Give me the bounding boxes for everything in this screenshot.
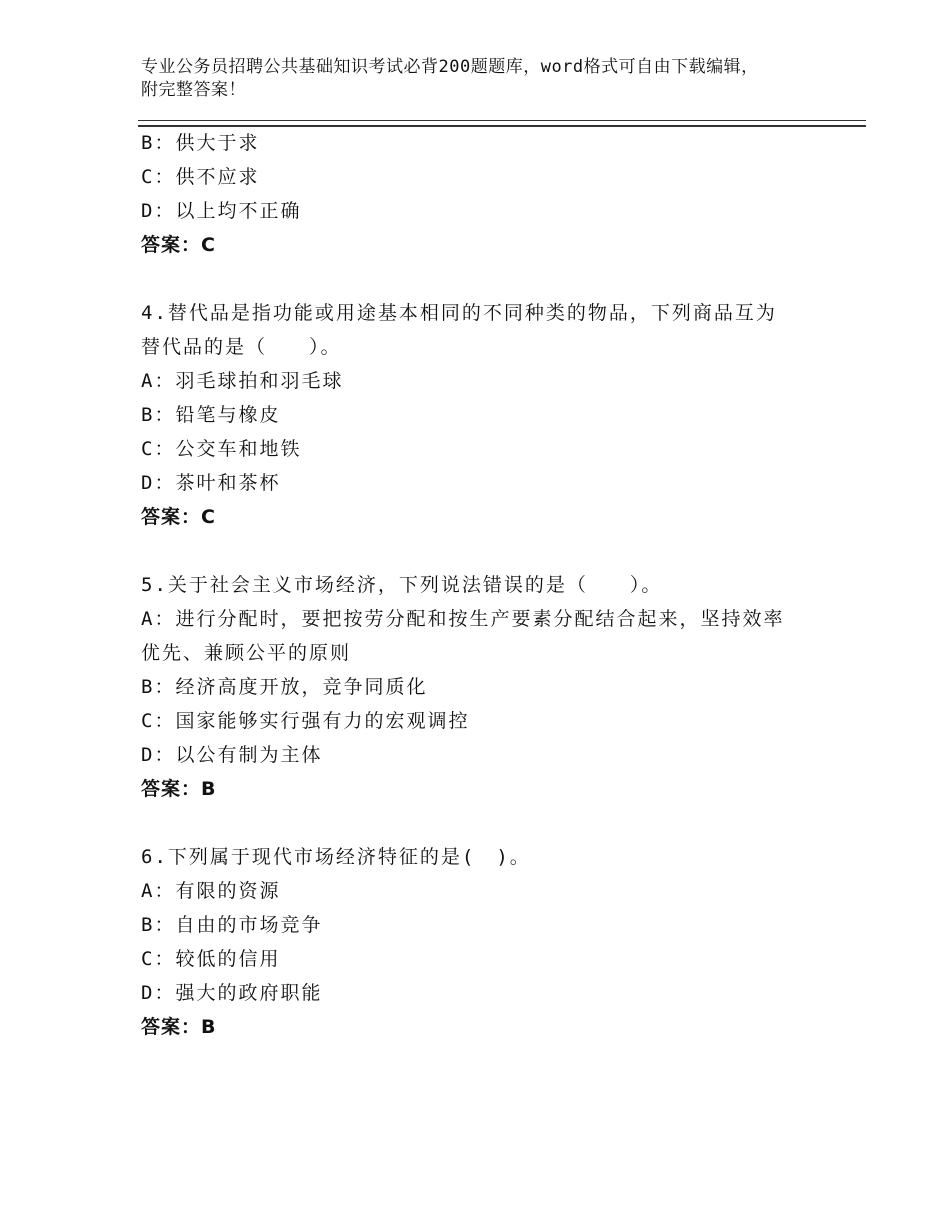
option-b: B：铅笔与橡皮 — [141, 404, 281, 426]
question-4 — [141, 296, 841, 534]
option-b: B：经济高度开放，竞争同质化 — [141, 676, 428, 698]
option-b: B：自由的市场竞争 — [141, 914, 323, 936]
question-stem: 6.下列属于现代市场经济特征的是( )。 — [141, 846, 531, 868]
spacer — [141, 806, 841, 840]
question-stem-continued: 替代品的是（ ）。 — [141, 336, 342, 358]
question-5 — [141, 568, 841, 806]
question-list — [141, 126, 841, 1044]
spacer — [141, 262, 841, 296]
option-c: C：供不应求 — [141, 166, 260, 188]
answer: 答案：B — [141, 1016, 217, 1038]
option-c: C：较低的信用 — [141, 948, 281, 970]
question-6 — [141, 840, 841, 1044]
option-b: B：供大于求 — [141, 132, 260, 154]
question-stem: 5.关于社会主义市场经济，下列说法错误的是（ ）。 — [141, 574, 663, 596]
option-c: C：公交车和地铁 — [141, 438, 302, 460]
answer: 答案：B — [141, 778, 217, 800]
option-a-continued: 优先、兼顾公平的原则 — [141, 642, 352, 664]
answer: 答案：C — [141, 234, 216, 256]
option-c: C：国家能够实行强有力的宏观调控 — [141, 710, 470, 732]
document-header — [141, 56, 841, 102]
answer: 答案：C — [141, 506, 216, 528]
option-d: D：茶叶和茶杯 — [141, 472, 281, 494]
option-d: D：以公有制为主体 — [141, 744, 323, 766]
option-a: A：有限的资源 — [141, 880, 281, 902]
option-a: A：羽毛球拍和羽毛球 — [141, 370, 344, 392]
header-line-2: 附完整答案！ — [141, 80, 246, 100]
option-d: D：强大的政府职能 — [141, 982, 323, 1004]
option-d: D：以上均不正确 — [141, 200, 302, 222]
question-3-tail — [141, 126, 841, 262]
header-line-1: 专业公务员招聘公共基础知识考试必背200题题库，word格式可自由下载编辑， — [141, 57, 759, 77]
question-stem: 4.替代品是指功能或用途基本相同的不同种类的物品，下列商品互为 — [141, 302, 777, 324]
spacer — [141, 534, 841, 568]
option-a: A：进行分配时，要把按劳分配和按生产要素分配结合起来，坚持效率 — [141, 608, 785, 630]
